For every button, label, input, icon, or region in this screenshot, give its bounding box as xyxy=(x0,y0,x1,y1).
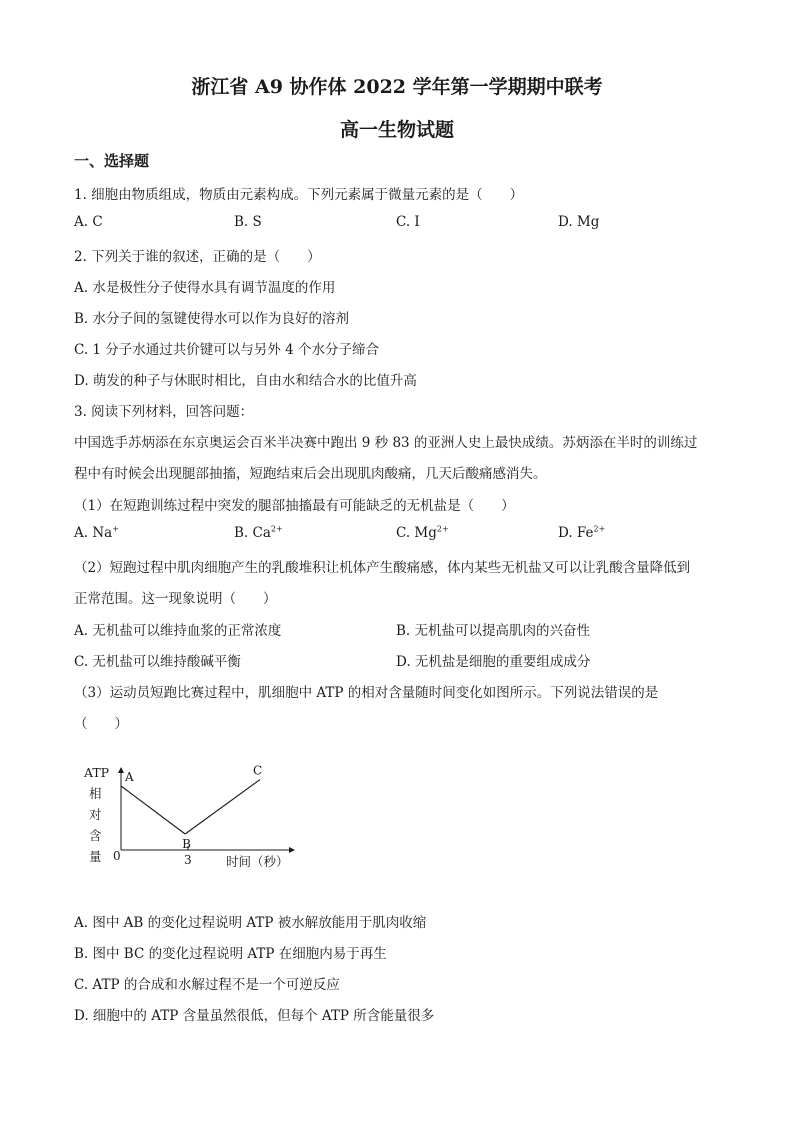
q3-sub3-option-d: D. 细胞中的 ATP 含量虽然很低，但每个 ATP 所含能量很多 xyxy=(74,1008,435,1024)
y-axis-label-char: 相 xyxy=(89,786,102,801)
q3-sub2-option-b: B. 无机盐可以提高肌肉的兴奋性 xyxy=(396,623,591,639)
q3-sub1-option-b: B. $Ca^{2+}$ xyxy=(234,524,283,541)
question-3-stem: 3. 阅读下列材料，回答问题： xyxy=(74,404,254,420)
q3-sub3-stem-line-2: （ ） xyxy=(74,716,128,732)
q3-sub2-option-c: C. 无机盐可以维持酸碱平衡 xyxy=(74,654,241,670)
question-2-stem: 2. 下列关于谁的叙述，正确的是（ ） xyxy=(74,249,321,265)
y-axis-label-char: 含 xyxy=(89,828,102,843)
q1-option-b: B. S xyxy=(234,214,262,230)
point-label-c: C xyxy=(252,763,263,778)
q3-sub3-option-b: B. 图中 BC 的变化过程说明 ATP 在细胞内易于再生 xyxy=(74,946,387,962)
point-label-a: A xyxy=(125,770,134,784)
question-1-stem: 1. 细胞由物质组成，物质由元素构成。下列元素属于微量元素的是（ ） xyxy=(74,187,524,203)
q2-option-a: A. 水是极性分子使得水具有调节温度的作用 xyxy=(74,280,336,296)
q3-sub1-option-a: A. Na+ xyxy=(74,524,119,541)
section-heading: 一、选择题 xyxy=(74,152,150,170)
q3-sub2-option-d: D. 无机盐是细胞的重要组成成分 xyxy=(396,654,591,670)
q3-sub3-stem-line-1: （3）运动员短跑比赛过程中，肌细胞中 ATP 的相对含量随时间变化如图所示。下列说法错误的是 xyxy=(74,685,659,701)
q1-option-a: A. C xyxy=(74,214,103,230)
q3-sub2-stem-line-2: 正常范围。这一现象说明（ ） xyxy=(74,591,277,607)
exam-subtitle: 高一生物试题 xyxy=(339,119,454,141)
atp-line-segment xyxy=(185,780,260,834)
origin-label: 0 xyxy=(113,849,121,863)
q3-material-line-2: 程中有时候会出现腿部抽搐，短跑结束后会出现肌肉酸痛，几天后酸痛感消失。 xyxy=(74,466,547,482)
q1-option-d: D. Mg xyxy=(558,214,600,230)
q3-sub3-option-c: C. ATP 的合成和水解过程不是一个可逆反应 xyxy=(74,977,340,993)
point-label-b: B xyxy=(182,837,191,851)
atp-chart xyxy=(74,760,314,875)
x-tick-label: 3 xyxy=(184,853,192,867)
q3-material-line-1: 中国选手苏炳添在东京奥运会百米半决赛中跑出 9 秒 83 的亚洲人史上最快成绩。苏炳添在半时的训练过 xyxy=(74,435,698,451)
q3-sub3-option-a: A. 图中 AB 的变化过程说明 ATP 被水解放能用于肌肉收缩 xyxy=(74,915,427,931)
y-axis-label-char: 对 xyxy=(89,807,102,822)
x-axis-label: 时间（秒） xyxy=(226,854,289,869)
q3-sub1-option-d: D. $Fe^{2+}$ xyxy=(558,524,606,541)
q3-sub1-option-c: C. $Mg^{2+}$ xyxy=(396,524,449,541)
exam-title: 浙江省 A9 协作体 2022 学年第一学期期中联考 xyxy=(191,76,603,98)
q2-option-d: D. 萌发的种子与休眠时相比，自由水和结合水的比值升高 xyxy=(74,373,417,389)
y-axis-label-char: ATP xyxy=(84,765,110,780)
q2-option-b: B. 水分子间的氢键使得水可以作为良好的溶剂 xyxy=(74,311,350,327)
q3-sub2-option-a: A. 无机盐可以维持血浆的正常浓度 xyxy=(74,623,282,639)
q2-option-c: C. 1 分子水通过共价键可以与另外 4 个水分子缔合 xyxy=(74,342,379,358)
y-axis-label-char: 量 xyxy=(89,849,102,864)
q3-sub1-stem: （1）在短跑训练过程中突发的腿部抽搐最有可能缺乏的无机盐是（ ） xyxy=(74,498,515,514)
q3-sub2-stem-line-1: （2）短跑过程中肌肉细胞产生的乳酸堆积让机体产生酸痛感，体内某些无机盐又可以让乳酸含量降低到 xyxy=(74,560,691,576)
q1-option-c: C. I xyxy=(396,214,420,230)
atp-line-segment xyxy=(121,786,185,834)
